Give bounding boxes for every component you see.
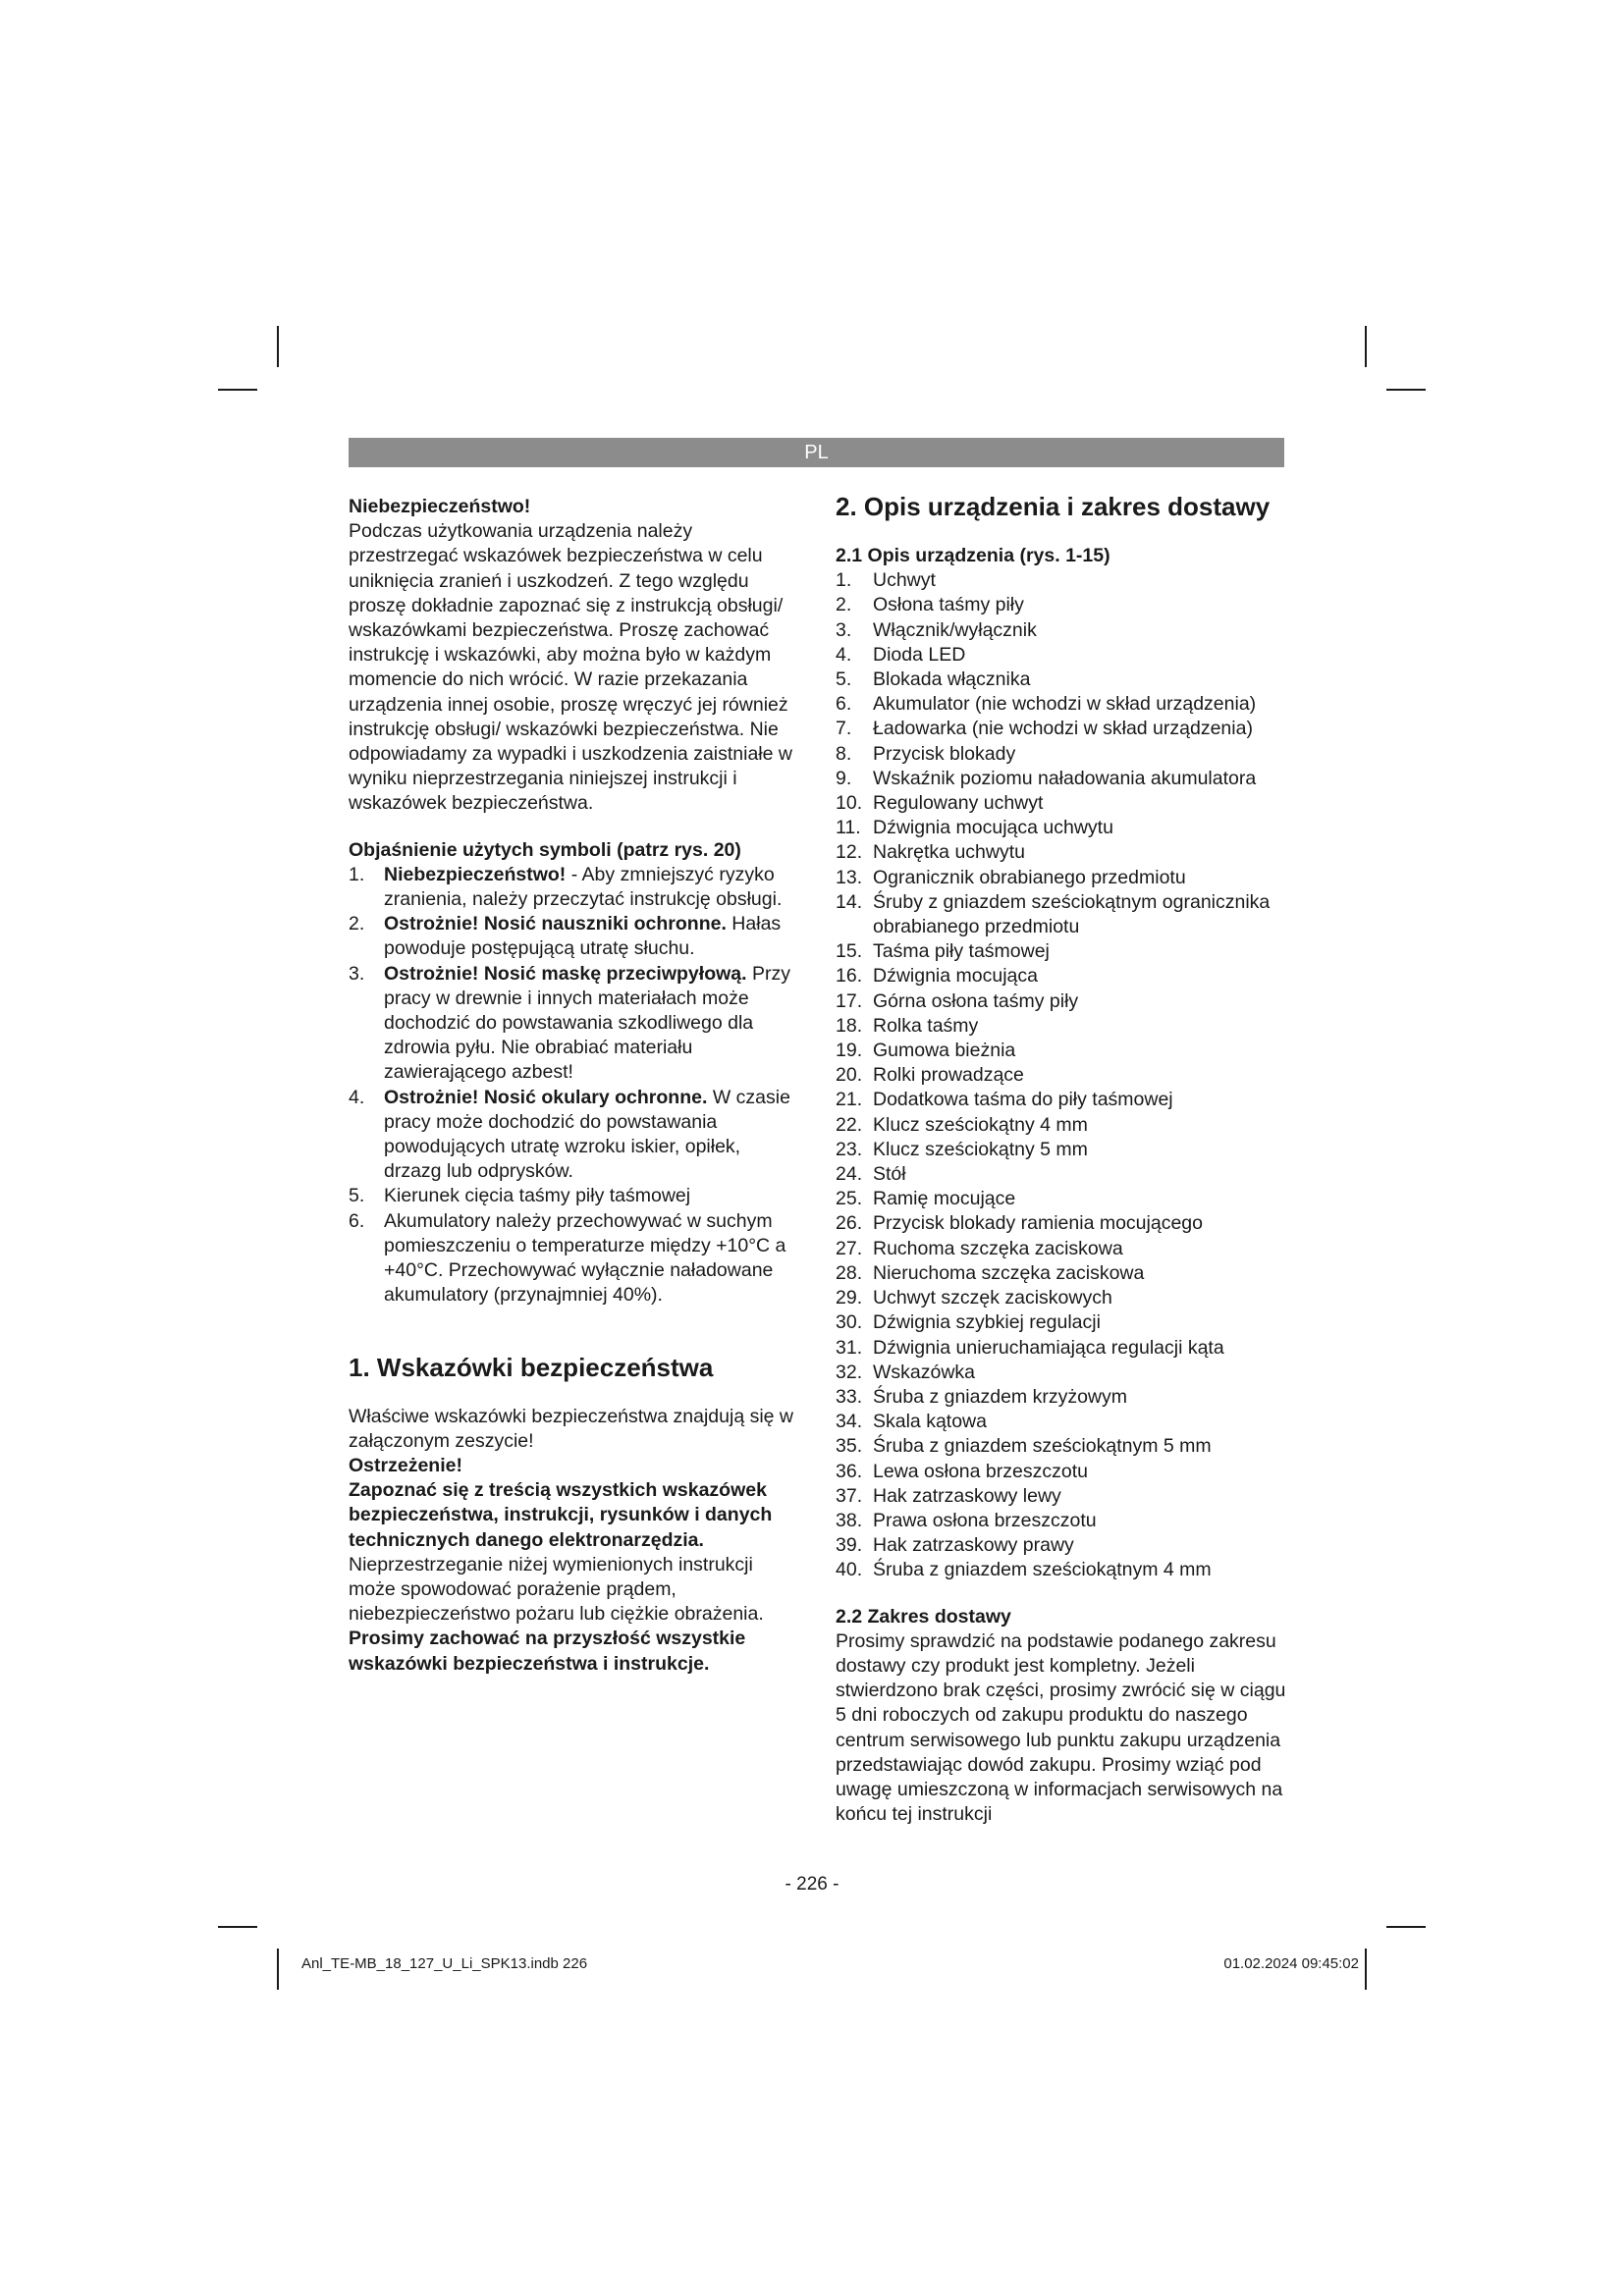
part-item xyxy=(836,1286,1287,1310)
part-label: Akumulator (nie wchodzi w skład urządzenia) xyxy=(873,693,1257,716)
symbol-item xyxy=(349,1086,795,1185)
symbol-bold: Niebezpieczeństwo! xyxy=(384,863,567,885)
part-label: Śruba z gniazdem sześciokątnym 5 mm xyxy=(873,1435,1212,1458)
part-label: Ogranicznik obrabianego przedmiotu xyxy=(873,866,1186,888)
part-number: 9. xyxy=(836,767,852,789)
symbol-item xyxy=(349,1184,795,1208)
part-number: 38. xyxy=(836,1509,863,1531)
part-label: Rolka taśmy xyxy=(873,1014,979,1037)
right-column xyxy=(836,491,1287,1827)
symbol-number: 6. xyxy=(349,1209,365,1232)
part-item xyxy=(836,568,1287,593)
part-label: Hak zatrzaskowy lewy xyxy=(873,1484,1061,1507)
part-number: 39. xyxy=(836,1534,863,1557)
part-item xyxy=(836,1088,1287,1112)
part-label: Śruby z gniazdem sześciokątnym ogranicznika obrabianego przedmiotu xyxy=(873,890,1271,938)
part-item xyxy=(836,1187,1287,1211)
part-item xyxy=(836,1385,1287,1410)
danger-text: Podczas użytkowania urządzenia należy przestrzegać wskazówek bezpieczeństwa w celu uniknięcia zranień i uszkodzeń. Z tego względu proszę dokładnie zapoznać się z instrukcją obsługi/ wskazówkami bezpieczeństwa. Proszę zachować instrukcję i wskazówki, aby można było w każdym momencie do nich wrócić. W razie przekazania urządzenia innej osobie, proszę wręczyć jej również instrukcję obsługi/ wskazówki bezpieczeństwa. Nie odpowiadamy za wypadki i uszkodzenia zaistniałe w wyniku nieprzestrzegania niniejszej instrukcji i wskazówek bezpieczeństwa. xyxy=(349,520,792,815)
part-number: 18. xyxy=(836,1014,863,1037)
part-item xyxy=(836,1336,1287,1361)
closing-note: Prosimy zachować na przyszłość wszystkie wskazówki bezpieczeństwa i instrukcje. xyxy=(349,1628,746,1675)
symbol-number: 1. xyxy=(349,863,365,885)
part-label: Przycisk blokady xyxy=(873,742,1016,765)
warning-title: Ostrzeżenie! xyxy=(349,1454,462,1476)
part-number: 30. xyxy=(836,1311,863,1334)
part-label: Rolki prowadzące xyxy=(873,1064,1024,1087)
part-item xyxy=(836,1063,1287,1088)
part-item xyxy=(836,791,1287,816)
part-number: 22. xyxy=(836,1113,863,1136)
part-number: 12. xyxy=(836,841,863,864)
part-number: 26. xyxy=(836,1212,863,1235)
part-label: Dźwignia unieruchamiająca regulacji kąta xyxy=(873,1336,1224,1359)
part-label: Hak zatrzaskowy prawy xyxy=(873,1534,1074,1557)
part-item xyxy=(836,1237,1287,1261)
page-number: - 226 - xyxy=(785,1874,839,1895)
part-number: 10. xyxy=(836,792,863,815)
part-number: 29. xyxy=(836,1287,863,1309)
part-item xyxy=(836,840,1287,865)
symbol-item xyxy=(349,962,795,1086)
crop-mark-top-right-vertical xyxy=(1365,326,1367,367)
part-label: Dodatkowa taśma do piły taśmowej xyxy=(873,1089,1173,1111)
part-number: 7. xyxy=(836,718,852,740)
part-number: 15. xyxy=(836,940,863,963)
part-label: Taśma piły taśmowej xyxy=(873,940,1050,963)
footer-timestamp: 01.02.2024 09:45:02 xyxy=(1223,1955,1359,1972)
part-label: Klucz sześciokątny 5 mm xyxy=(873,1138,1088,1160)
symbol-text: Akumulatory należy przechowywać w suchym pomieszczeniu o temperaturze między +10°C a +40°C. Przechowywać wyłącznie naładowane akumulatory (przynajmniej 40%). xyxy=(384,1209,786,1307)
part-item xyxy=(836,692,1287,717)
part-item xyxy=(836,593,1287,617)
part-item xyxy=(836,1211,1287,1236)
part-label: Dźwignia mocująca uchwytu xyxy=(873,817,1113,839)
part-label: Ruchoma szczęka zaciskowa xyxy=(873,1237,1123,1259)
symbol-text: Przy pracy w drewnie i innych materiałach może dochodzić do powstawania szkodliwego dla zdrowia pyłu. Nie obrabiać materiału zawierającego azbest! xyxy=(384,962,790,1084)
crop-mark-top-left-vertical xyxy=(277,326,279,367)
part-item xyxy=(836,1138,1287,1162)
footer-file-info: Anl_TE-MB_18_127_U_Li_SPK13.indb 226 xyxy=(301,1955,588,1972)
part-item xyxy=(836,939,1287,964)
part-label: Nakrętka uchwytu xyxy=(873,841,1025,864)
part-item xyxy=(836,1361,1287,1385)
part-number: 34. xyxy=(836,1411,863,1433)
symbol-number: 3. xyxy=(349,962,365,985)
symbol-text: - Aby zmniejszyć ryzyko zranienia, należy przeczytać instrukcję obsługi. xyxy=(384,863,783,911)
part-number: 19. xyxy=(836,1040,863,1062)
part-number: 35. xyxy=(836,1435,863,1458)
part-label: Śruba z gniazdem sześciokątnym 4 mm xyxy=(873,1559,1212,1581)
crop-mark-bottom-left-horizontal xyxy=(218,1926,257,1928)
crop-mark-bottom-right-horizontal xyxy=(1386,1926,1426,1928)
part-item xyxy=(836,1039,1287,1063)
part-label: Dioda LED xyxy=(873,643,966,666)
symbol-bold: Ostrożnie! Nosić maskę przeciwpyłową. xyxy=(384,962,747,985)
part-number: 2. xyxy=(836,594,852,616)
part-item xyxy=(836,816,1287,840)
part-item xyxy=(836,989,1287,1014)
part-item xyxy=(836,1261,1287,1286)
symbol-item xyxy=(349,863,795,912)
section-1-title: 1. Wskazówki bezpieczeństwa xyxy=(349,1352,714,1382)
part-item xyxy=(836,1509,1287,1533)
symbols-title: Objaśnienie użytych symboli (patrz rys. 20) xyxy=(349,838,741,861)
warning-bold-text: Zapoznać się z treścią wszystkich wskazówek bezpieczeństwa, instrukcji, rysunków i danych technicznych danego elektronarzędzia. xyxy=(349,1479,773,1551)
part-number: 27. xyxy=(836,1237,863,1259)
part-label: Przycisk blokady ramienia mocującego xyxy=(873,1212,1203,1235)
symbols-list xyxy=(349,863,795,1308)
symbol-number: 2. xyxy=(349,913,365,935)
part-number: 40. xyxy=(836,1559,863,1581)
part-label: Ramię mocujące xyxy=(873,1188,1016,1210)
part-number: 36. xyxy=(836,1460,863,1482)
part-number: 24. xyxy=(836,1163,863,1186)
part-label: Uchwyt xyxy=(873,569,936,592)
part-number: 8. xyxy=(836,742,852,765)
section-2-title: 2. Opis urządzenia i zakres dostawy xyxy=(836,492,1271,521)
part-item xyxy=(836,1162,1287,1187)
part-item xyxy=(836,1434,1287,1459)
crop-mark-top-left-horizontal xyxy=(218,389,257,391)
part-number: 11. xyxy=(836,817,861,839)
part-item xyxy=(836,1460,1287,1484)
part-label: Wskaźnik poziomu naładowania akumulatora xyxy=(873,767,1257,789)
part-number: 3. xyxy=(836,618,852,641)
part-label: Uchwyt szczęk zaciskowych xyxy=(873,1287,1112,1309)
part-label: Śruba z gniazdem krzyżowym xyxy=(873,1385,1128,1408)
part-number: 1. xyxy=(836,569,852,592)
part-number: 33. xyxy=(836,1385,863,1408)
part-item xyxy=(836,618,1287,643)
part-label: Gumowa bieżnia xyxy=(873,1040,1016,1062)
part-item xyxy=(836,667,1287,692)
part-number: 16. xyxy=(836,965,863,988)
symbol-bold: Ostrożnie! Nosić okulary ochronne. xyxy=(384,1086,708,1108)
part-number: 25. xyxy=(836,1188,863,1210)
part-item xyxy=(836,1410,1287,1434)
part-item xyxy=(836,1310,1287,1335)
symbol-text: Kierunek cięcia taśmy piły taśmowej xyxy=(384,1185,691,1207)
symbol-bold: Ostrożnie! Nosić nauszniki ochronne. xyxy=(384,913,727,935)
part-label: Regulowany uchwyt xyxy=(873,792,1044,815)
part-item xyxy=(836,717,1287,741)
part-number: 5. xyxy=(836,668,852,691)
part-label: Stół xyxy=(873,1163,906,1186)
part-label: Skala kątowa xyxy=(873,1411,987,1433)
left-column xyxy=(349,495,795,1677)
part-label: Dźwignia mocująca xyxy=(873,965,1038,988)
danger-title: Niebezpieczeństwo! xyxy=(349,496,531,517)
part-item xyxy=(836,643,1287,667)
part-label: Górna osłona taśmy piły xyxy=(873,989,1079,1012)
part-label: Blokada włącznika xyxy=(873,668,1031,691)
part-label: Dźwignia szybkiej regulacji xyxy=(873,1311,1101,1334)
part-item xyxy=(836,1014,1287,1039)
symbol-text: Hałas powoduje postępującą utratę słuchu. xyxy=(384,913,782,960)
part-item xyxy=(836,1484,1287,1509)
symbol-item xyxy=(349,912,795,961)
subsection-2-2-text: Prosimy sprawdzić na podstawie podanego zakresu dostawy czy produkt jest kompletny. Jeżeli stwierdzono brak części, prosimy zwrócić się w ciągu 5 dni roboczych od zakupu produktu do naszego centrum serwisowego lub punktu zakupu urządzenia przedstawiając dowód zakupu. Prosimy wziąć pod uwagę umieszczoną w informacjach serwisowych na końcu tej instrukcji xyxy=(836,1629,1286,1826)
part-item xyxy=(836,1533,1287,1558)
part-number: 14. xyxy=(836,890,863,913)
language-label: PL xyxy=(804,442,829,463)
part-number: 21. xyxy=(836,1089,863,1111)
symbol-number: 5. xyxy=(349,1185,365,1207)
part-label: Wskazówka xyxy=(873,1361,976,1383)
crop-mark-top-right-horizontal xyxy=(1386,389,1426,391)
warning-text: Nieprzestrzeganie niżej wymienionych instrukcji może spowodować porażenie prądem, niebezpieczeństwo pożaru lub ciężkie obrażenia. xyxy=(349,1553,764,1626)
part-number: 6. xyxy=(836,693,852,716)
subsection-2-1-title: 2.1 Opis urządzenia (rys. 1-15) xyxy=(836,545,1110,566)
part-number: 28. xyxy=(836,1261,863,1284)
part-label: Prawa osłona brzeszczotu xyxy=(873,1509,1097,1531)
part-label: Włącznik/wyłącznik xyxy=(873,618,1037,641)
section-1-intro: Właściwe wskazówki bezpieczeństwa znajdują się w załączonym zeszycie! xyxy=(349,1405,794,1452)
symbol-number: 4. xyxy=(349,1086,365,1108)
part-item xyxy=(836,866,1287,890)
part-number: 31. xyxy=(836,1336,863,1359)
part-number: 13. xyxy=(836,866,863,888)
part-item xyxy=(836,742,1287,767)
part-number: 4. xyxy=(836,643,852,666)
part-number: 20. xyxy=(836,1064,863,1087)
part-label: Osłona taśmy piły xyxy=(873,594,1024,616)
part-item xyxy=(836,767,1287,791)
subsection-2-2-title: 2.2 Zakres dostawy xyxy=(836,1605,1011,1628)
part-label: Klucz sześciokątny 4 mm xyxy=(873,1113,1088,1136)
part-label: Lewa osłona brzeszczotu xyxy=(873,1460,1088,1482)
part-number: 17. xyxy=(836,989,863,1012)
symbol-item xyxy=(349,1209,795,1308)
part-item xyxy=(836,1558,1287,1582)
part-label: Nieruchoma szczęka zaciskowa xyxy=(873,1261,1145,1284)
part-item xyxy=(836,964,1287,988)
crop-mark-bottom-left-vertical xyxy=(277,1949,279,1990)
part-number: 37. xyxy=(836,1484,863,1507)
part-item xyxy=(836,890,1287,939)
part-number: 23. xyxy=(836,1138,863,1160)
device-parts-list xyxy=(836,568,1287,1582)
crop-mark-bottom-right-vertical xyxy=(1365,1949,1367,1990)
language-header-bar xyxy=(349,438,1284,467)
part-item xyxy=(836,1113,1287,1138)
part-label: Ładowarka (nie wchodzi w skład urządzenia) xyxy=(873,718,1253,740)
symbol-text: W czasie pracy może dochodzić do powstawania powodujących utratę wzroku iskier, opiłek, drzazg lub odprysków. xyxy=(384,1086,790,1183)
part-number: 32. xyxy=(836,1361,863,1383)
